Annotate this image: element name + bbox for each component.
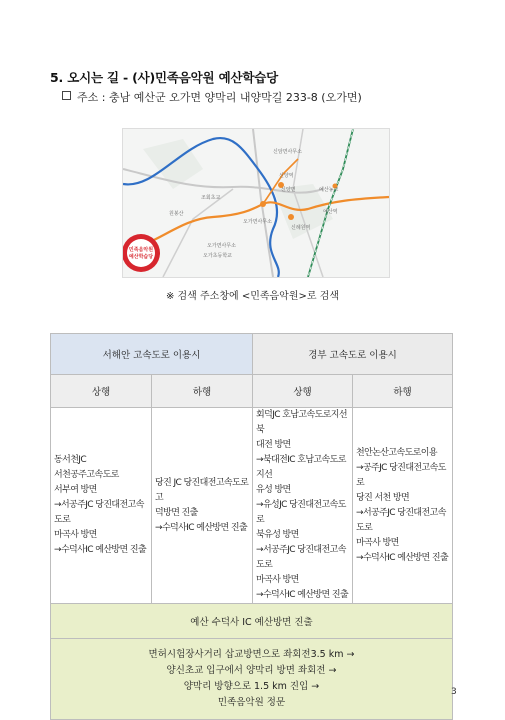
route-line: →서공주JC 당진대전고속도로 <box>356 507 446 533</box>
east-down-label: 하행 <box>353 375 453 408</box>
page-number: 3 <box>451 687 457 697</box>
map-caption: ※ 검색 주소창에 <민족음악원>로 검색 <box>165 291 340 302</box>
address-line <box>62 89 362 105</box>
route-line: 마곡사 방면 <box>256 575 299 585</box>
west-up-label: 상행 <box>51 375 152 408</box>
route-line: 당진 JC 당진대전고속도로 고 <box>155 477 249 503</box>
direction-line: 민족음악원 정문 <box>217 697 286 708</box>
route-line: 회덕JC 호남고속도로지선 북 <box>256 410 347 435</box>
map-graphic <box>123 129 389 277</box>
map-label: 오가초등학교 <box>203 253 232 259</box>
section-heading: 5. 오시는 길 - (사)민족음악원 예산학습당 <box>50 70 278 85</box>
east-expressway-header: 경부 고속도로 이용시 <box>253 334 453 375</box>
east-up-route <box>253 408 353 604</box>
route-line: →수덕사IC 예산방면 진출 <box>256 590 349 600</box>
map-label: 오가면사무소 <box>243 219 272 225</box>
route-line: 유성 방면 <box>256 485 291 495</box>
route-line: 대전 방면 <box>256 440 291 450</box>
direction-line: 면허시험장사거리 삽교방면으로 좌회전3.5 km → <box>148 649 355 660</box>
final-directions <box>51 639 453 720</box>
east-up-label: 상행 <box>253 375 353 408</box>
route-line: →서공주JC 당진대전고속도로 <box>256 545 346 570</box>
route-line: →수덕사IC 예산방면 진출 <box>356 552 449 563</box>
map-label: 원봉산 <box>169 211 184 217</box>
route-line: 마곡사 방면 <box>356 537 399 548</box>
route-line: 덕방면 진출 <box>155 507 198 518</box>
common-exit: 예산 수덕사 IC 예산방면 진출 <box>51 604 453 639</box>
route-line: 마곡사 방면 <box>54 530 97 540</box>
west-down-label: 하행 <box>152 375 253 408</box>
location-map <box>122 128 390 278</box>
west-down-route <box>152 408 253 604</box>
map-label: 신양역 <box>279 173 294 179</box>
marker-label-2: 예산학습당 <box>128 254 154 260</box>
square-bullet-icon <box>62 91 71 100</box>
route-table <box>50 333 453 720</box>
route-line: →수덕사IC 예산방면 진출 <box>155 522 248 533</box>
route-line: 당진 서천 방면 <box>356 492 410 503</box>
route-line: →서공주JC 당진대전고속도로 <box>54 500 144 525</box>
route-line: 서천공주고속도로 <box>54 470 119 480</box>
route-line: 천안논산고속도로이용 <box>356 447 437 458</box>
west-up-route <box>51 408 152 604</box>
route-line: 동서천JC <box>54 455 87 465</box>
address-text: 주소 : 충남 예산군 오가면 양막리 내양막길 233-8 (오가면) <box>77 91 362 104</box>
map-label: 조회초교 <box>201 195 221 201</box>
direction-line: 양신초교 입구에서 양막리 방면 좌회전 → <box>166 665 337 676</box>
map-label: 오가면사무소 <box>207 243 236 249</box>
route-line: →공주JC 당진대전고속도로 <box>356 462 446 488</box>
map-label: 신양면 <box>281 187 296 193</box>
route-line: 북유성 방면 <box>256 530 299 540</box>
destination-marker <box>123 234 160 272</box>
route-line: →수덕사IC 예산방면 진출 <box>54 545 147 555</box>
direction-line: 양막리 방향으로 1.5 km 진입 → <box>183 681 320 692</box>
route-line: →북대전IC 호남고속도로지선 <box>256 455 346 480</box>
west-expressway-header: 서해안 고속도로 이용시 <box>51 334 253 375</box>
map-label: 신례원역 <box>291 225 311 231</box>
map-label: 예산역 <box>323 209 338 215</box>
marker-label-1: 민족음악원 <box>128 247 154 253</box>
map-label: 신암면사무소 <box>273 149 302 155</box>
route-line: 서부여 방면 <box>54 485 97 495</box>
map-label: 예산농고 <box>319 187 339 193</box>
route-line: →유성JC 당진대전고속도로 <box>256 500 346 525</box>
east-down-route <box>353 408 453 604</box>
